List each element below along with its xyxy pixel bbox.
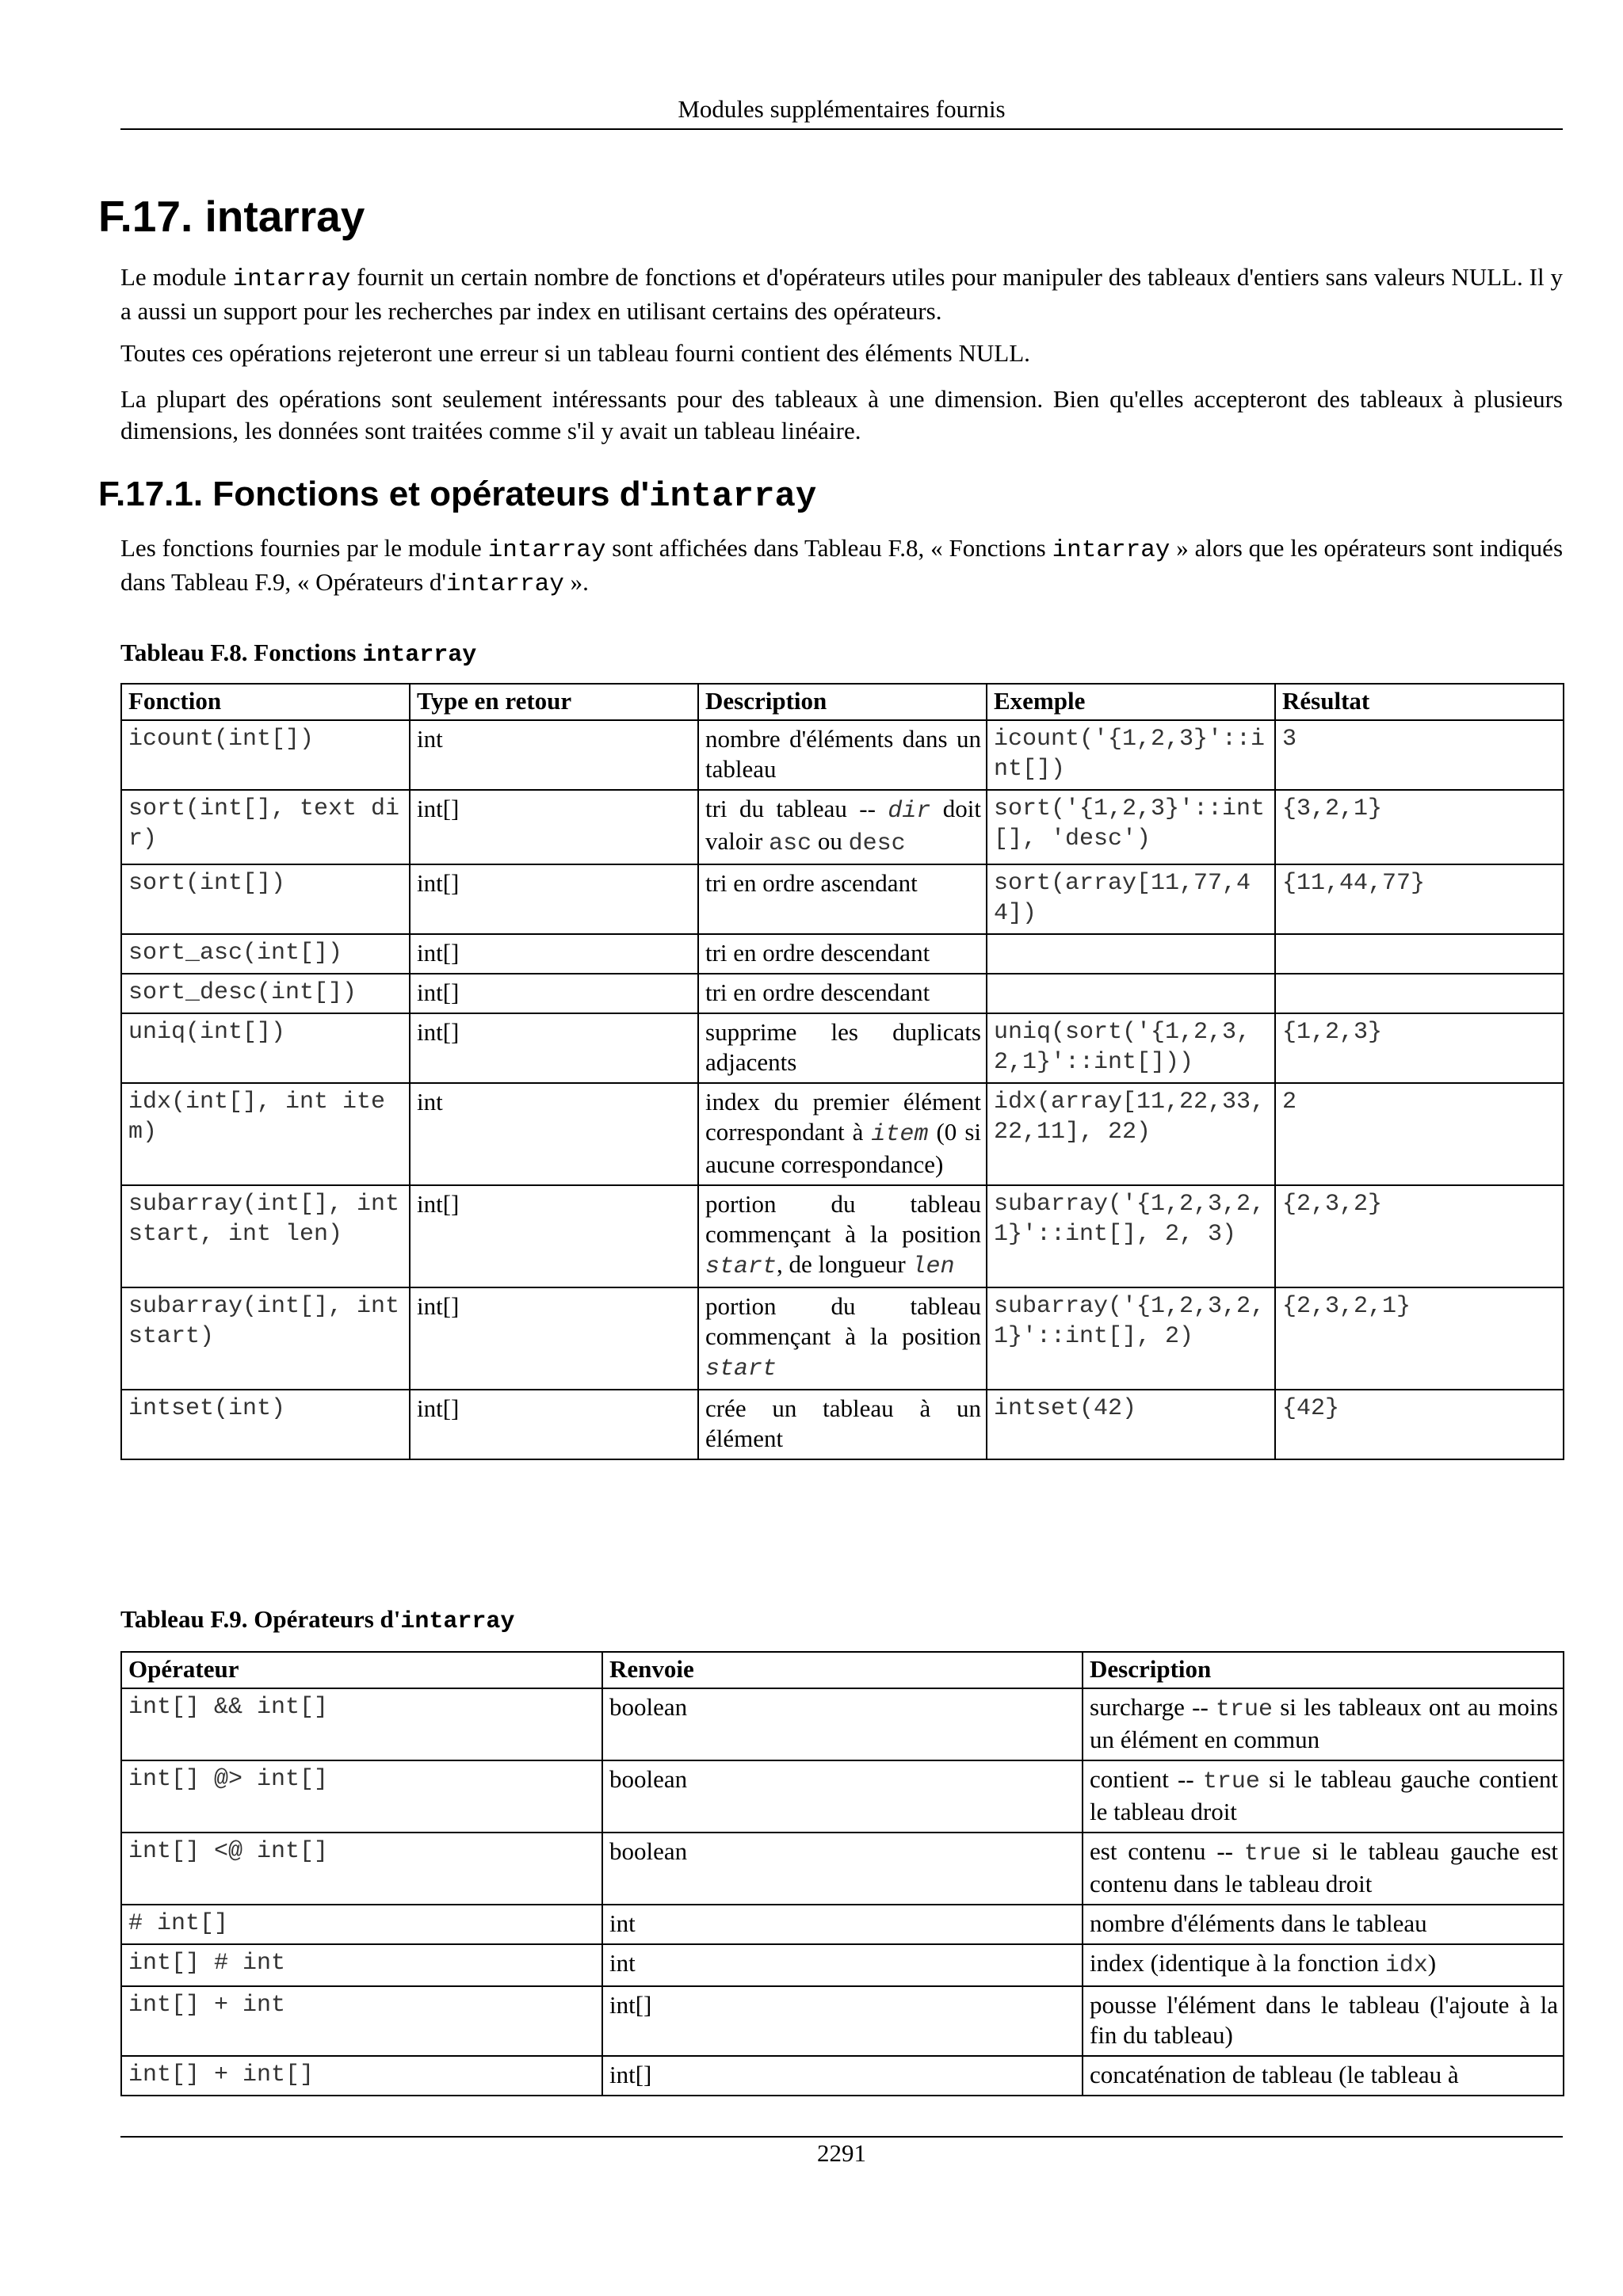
return-type-cell: int[] — [410, 1013, 698, 1083]
result-cell: 3 — [1275, 720, 1564, 790]
operator-cell: int[] + int — [121, 1986, 602, 2056]
page-number: 2291 — [817, 2139, 866, 2167]
table-row — [121, 934, 1564, 974]
description-cell: contient -- true si le tableau gauche contient le tableau droit — [1083, 1760, 1564, 1833]
result-cell: {42} — [1275, 1390, 1564, 1459]
example-cell: icount('{1,2,3}'::int[]) — [987, 720, 1275, 790]
return-type-cell: int — [410, 1083, 698, 1185]
operator-cell: # int[] — [121, 1905, 602, 1944]
table-row — [121, 864, 1564, 934]
example-cell: subarray('{1,2,3,2,1}'::int[], 2) — [987, 1287, 1275, 1390]
intro-paragraph-2: Toutes ces opérations rejeteront une erreur si un tableau fourni contient des éléments NULL. — [120, 339, 1030, 367]
result-cell: {2,3,2,1} — [1275, 1287, 1564, 1390]
function-cell: sort_asc(int[]) — [121, 934, 410, 974]
description-cell: supprime les duplicats adjacents — [698, 1013, 987, 1083]
returns-cell: int — [602, 1905, 1083, 1944]
description-cell: index (identique à la fonction idx) — [1083, 1944, 1564, 1986]
result-cell: {3,2,1} — [1275, 790, 1564, 864]
return-type-cell: int[] — [410, 1287, 698, 1390]
result-cell: {1,2,3} — [1275, 1013, 1564, 1083]
column-header: Type en retour — [410, 684, 698, 720]
table-row — [121, 1287, 1564, 1390]
result-cell: 2 — [1275, 1083, 1564, 1185]
table-row — [121, 1760, 1564, 1833]
table-row — [121, 1390, 1564, 1459]
example-cell — [987, 934, 1275, 974]
column-header: Exemple — [987, 684, 1275, 720]
return-type-cell: int[] — [410, 790, 698, 864]
operator-cell: int[] <@ int[] — [121, 1833, 602, 1905]
operator-cell: int[] + int[] — [121, 2056, 602, 2096]
description-cell: nombre d'éléments dans un tableau — [698, 720, 987, 790]
returns-cell: boolean — [602, 1833, 1083, 1905]
return-type-cell: int — [410, 720, 698, 790]
intro-paragraph-1: Le module intarray fournit un certain nombre de fonctions et d'opérateurs utiles pour manipuler des tableaux d'entiers sans valeurs NULL. Il y a aussi un support pour les recherches par index en utilisant certains des opérateurs. — [120, 263, 1564, 325]
table-row — [121, 1905, 1564, 1944]
function-cell: subarray(int[], int start, int len) — [121, 1185, 410, 1287]
function-cell: icount(int[]) — [121, 720, 410, 790]
function-cell: uniq(int[]) — [121, 1013, 410, 1083]
function-cell: sort_desc(int[]) — [121, 974, 410, 1013]
function-cell: sort(int[], text dir) — [121, 790, 410, 864]
description-cell: portion du tableau commençant à la position start — [698, 1287, 987, 1390]
table-f8 — [120, 683, 1564, 1460]
return-type-cell: int[] — [410, 1390, 698, 1459]
description-cell: tri du tableau -- dir doit valoir asc ou desc — [698, 790, 987, 864]
result-cell — [1275, 934, 1564, 974]
example-cell — [987, 974, 1275, 1013]
table-row — [121, 2056, 1564, 2096]
column-header: Résultat — [1275, 684, 1564, 720]
function-cell: idx(int[], int item) — [121, 1083, 410, 1185]
operator-cell: int[] && int[] — [121, 1688, 602, 1760]
return-type-cell: int[] — [410, 934, 698, 974]
return-type-cell: int[] — [410, 864, 698, 934]
description-cell: concaténation de tableau (le tableau à — [1083, 2056, 1564, 2096]
operator-cell: int[] @> int[] — [121, 1760, 602, 1833]
description-cell: tri en ordre descendant — [698, 974, 987, 1013]
header-rule — [120, 128, 1563, 130]
result-cell: {2,3,2} — [1275, 1185, 1564, 1287]
table-row — [121, 1185, 1564, 1287]
column-header: Fonction — [121, 684, 410, 720]
example-cell: sort('{1,2,3}'::int[], 'desc') — [987, 790, 1275, 864]
section-title: F.17. intarray — [98, 192, 365, 241]
returns-cell: int[] — [602, 1986, 1083, 2056]
return-type-cell: int[] — [410, 974, 698, 1013]
table-row — [121, 1833, 1564, 1905]
example-cell: uniq(sort('{1,2,3,2,1}'::int[])) — [987, 1013, 1275, 1083]
column-header: Renvoie — [602, 1652, 1083, 1688]
table-header-row — [121, 1652, 1564, 1688]
column-header: Description — [698, 684, 987, 720]
function-cell: intset(int) — [121, 1390, 410, 1459]
result-cell: {11,44,77} — [1275, 864, 1564, 934]
example-cell: intset(42) — [987, 1390, 1275, 1459]
description-cell: tri en ordre descendant — [698, 934, 987, 974]
return-type-cell: int[] — [410, 1185, 698, 1287]
description-cell: crée un tableau à un élément — [698, 1390, 987, 1459]
intro-paragraph-3: La plupart des opérations sont seulement intéressants pour des tableaux à une dimension. Bien qu'elles accepteront des tableaux à plusieurs dimensions, les données sont traitées comme s'il y avait un tableau linéaire. — [120, 385, 1563, 444]
subsection-title: F.17.1. Fonctions et opérateurs d'intarray — [98, 475, 817, 517]
description-cell: tri en ordre ascendant — [698, 864, 987, 934]
table-row — [121, 1986, 1564, 2056]
returns-cell: boolean — [602, 1760, 1083, 1833]
example-cell: sort(array[11,77,44]) — [987, 864, 1275, 934]
table-row — [121, 790, 1564, 864]
function-cell: sort(int[]) — [121, 864, 410, 934]
description-cell: portion du tableau commençant à la position start, de longueur len — [698, 1185, 987, 1287]
description-cell: index du premier élément correspondant à item (0 si aucune correspondance) — [698, 1083, 987, 1185]
table-f9 — [120, 1651, 1564, 2096]
table-header-row — [121, 684, 1564, 720]
description-cell: nombre d'éléments dans le tableau — [1083, 1905, 1564, 1944]
column-header: Opérateur — [121, 1652, 602, 1688]
description-cell: est contenu -- true si le tableau gauche est contenu dans le tableau droit — [1083, 1833, 1564, 1905]
table-row — [121, 720, 1564, 790]
returns-cell: int — [602, 1944, 1083, 1986]
result-cell — [1275, 974, 1564, 1013]
code-intarray: intarray — [232, 265, 351, 293]
returns-cell: int[] — [602, 2056, 1083, 2096]
column-header: Description — [1083, 1652, 1564, 1688]
example-cell: subarray('{1,2,3,2,1}'::int[], 2, 3) — [987, 1185, 1275, 1287]
table-f9-caption: Tableau F.9. Opérateurs d'intarray — [120, 1605, 515, 1635]
table-row — [121, 1944, 1564, 1986]
table-row — [121, 1013, 1564, 1083]
operator-cell: int[] # int — [121, 1944, 602, 1986]
table-f8-caption: Tableau F.8. Fonctions intarray — [120, 639, 477, 669]
description-cell: surcharge -- true si les tableaux ont au moins un élément en commun — [1083, 1688, 1564, 1760]
table-row — [121, 1688, 1564, 1760]
table-row — [121, 974, 1564, 1013]
returns-cell: boolean — [602, 1688, 1083, 1760]
function-cell: subarray(int[], int start) — [121, 1287, 410, 1390]
table-row — [121, 1083, 1564, 1185]
example-cell: idx(array[11,22,33,22,11], 22) — [987, 1083, 1275, 1185]
description-cell: pousse l'élément dans le tableau (l'ajoute à la fin du tableau) — [1083, 1986, 1564, 2056]
running-header: Modules supplémentaires fournis — [678, 95, 1006, 123]
subsection-paragraph: Les fonctions fournies par le module intarray sont affichées dans Tableau F.8, « Fonctions intarray » alors que les opérateurs sont indiqués dans Tableau F.9, « Opérateurs d'intarray ». — [120, 534, 1564, 598]
